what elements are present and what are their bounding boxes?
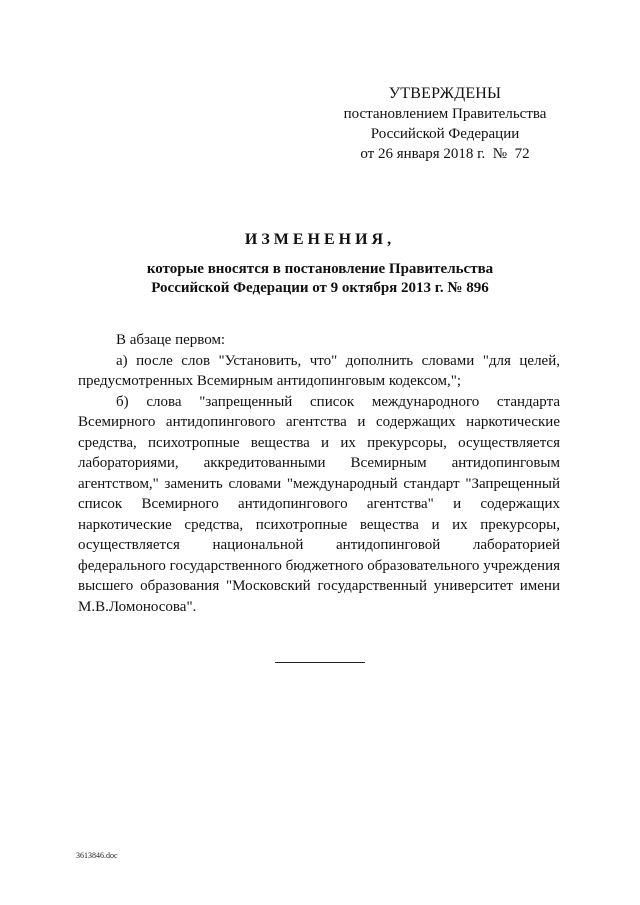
- body-item-b: б) слова "запрещенный список международного стандарта Всемирного антидопингового агентства и содержащих наркотические средства, психотропные вещества и их прекурсоры, осуществляется лабораториями, аккредитованными Всемирным антидопинговым агентством," заменить словами "международный стандарт "Запрещенный список Всемирного антидопингового агентства" и содержащих наркотические средства, психотропные вещества и их прекурсоры, осуществляется национальной антидопинговой лабораторией федерального государственного бюджетного образовательного учреждения высшего образования "Московский государственный университет имени М.В.Ломоносова".: [78, 393, 560, 615]
- body-intro: В абзаце первом:: [116, 332, 226, 348]
- approval-line-date-number: от 26 января 2018 г. № 72: [360, 146, 530, 162]
- end-separator-line: [275, 662, 365, 663]
- subtitle-line-1: которые вносятся в постановление Правительства: [146, 261, 494, 277]
- approval-line-decree: постановлением Правительства: [343, 106, 547, 122]
- document-file-code: 3613846.doc: [76, 851, 118, 860]
- document-subtitle: [60, 260, 580, 298]
- approval-heading: УТВЕРЖДЕНЫ: [388, 85, 502, 102]
- approval-line-federation: Российской Федерации: [370, 126, 520, 142]
- subtitle-line-2: Российской Федерации от 9 октября 2013 г. № 896: [151, 280, 489, 296]
- body-item-a: а) после слов "Установить, что" дополнить словами "для целей, предусмотренных Всемирным антидопинговым кодексом,";: [78, 352, 560, 389]
- document-title: ИЗМЕНЕНИЯ,: [244, 231, 396, 248]
- approval-block: [330, 84, 560, 164]
- document-body: [78, 330, 560, 617]
